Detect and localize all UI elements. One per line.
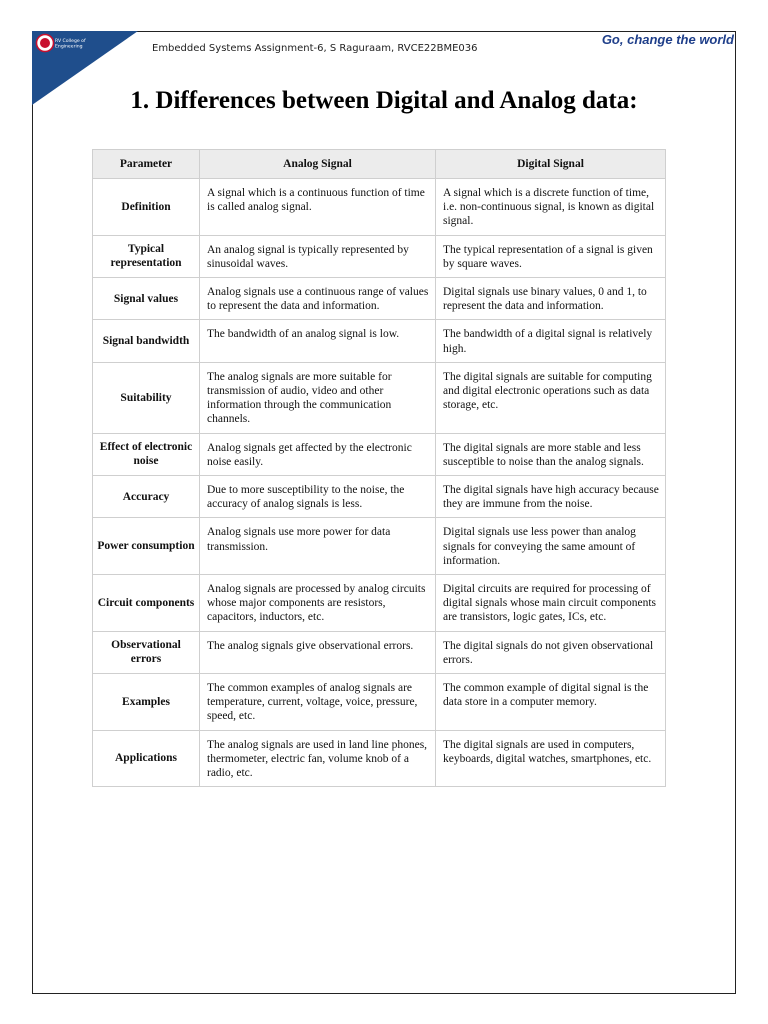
- table-row: [93, 362, 666, 433]
- analog-cell: The analog signals are more suitable for transmission of audio, video and other information through the communication channels.: [200, 362, 436, 433]
- parameter-cell: Circuit components: [93, 575, 200, 632]
- parameter-cell: Power consumption: [93, 518, 200, 575]
- parameter-cell: Typical representation: [93, 235, 200, 277]
- table-row: [93, 674, 666, 731]
- analog-cell: Analog signals are processed by analog circuits whose major components are resistors, capacitors, inductors, etc.: [200, 575, 436, 632]
- parameter-cell: Definition: [93, 179, 200, 236]
- college-logo: [35, 33, 93, 53]
- digital-cell: The digital signals are more stable and less susceptible to noise than the analog signals.: [436, 433, 666, 475]
- column-header-digital: Digital Signal: [436, 150, 666, 179]
- digital-cell: The digital signals have high accuracy because they are immune from the noise.: [436, 476, 666, 518]
- digital-cell: The typical representation of a signal is given by square waves.: [436, 235, 666, 277]
- table-row: [93, 730, 666, 787]
- parameter-cell: Effect of electronic noise: [93, 433, 200, 475]
- table-row: [93, 575, 666, 632]
- digital-cell: The digital signals are used in computers, keyboards, digital watches, smartphones, etc.: [436, 730, 666, 787]
- digital-cell: The digital signals are suitable for computing and digital electronic operations such as data storage, etc.: [436, 362, 666, 433]
- analog-cell: The bandwidth of an analog signal is low.: [200, 320, 436, 362]
- table-row: [93, 320, 666, 362]
- table-row: [93, 179, 666, 236]
- parameter-cell: Examples: [93, 674, 200, 731]
- parameter-cell: Observational errors: [93, 631, 200, 673]
- analog-cell: The analog signals are used in land line phones, thermometer, electric fan, volume knob of a radio, etc.: [200, 730, 436, 787]
- table-row: [93, 631, 666, 673]
- digital-cell: Digital signals use binary values, 0 and 1, to represent the data and information.: [436, 278, 666, 320]
- analog-cell: A signal which is a continuous function of time is called analog signal.: [200, 179, 436, 236]
- table-row: [93, 235, 666, 277]
- analog-cell: Analog signals use more power for data transmission.: [200, 518, 436, 575]
- analog-cell: The analog signals give observational errors.: [200, 631, 436, 673]
- table-header-row: [93, 150, 666, 179]
- table-row: [93, 278, 666, 320]
- column-header-analog: Analog Signal: [200, 150, 436, 179]
- digital-cell: Digital circuits are required for processing of digital signals whose main circuit components are transistors, logic gates, ICs, etc.: [436, 575, 666, 632]
- parameter-cell: Signal bandwidth: [93, 320, 200, 362]
- document-header: Embedded Systems Assignment-6, S Raguraam, RVCE22BME036: [152, 43, 478, 54]
- analog-cell: An analog signal is typically represented by sinusoidal waves.: [200, 235, 436, 277]
- digital-cell: The common example of digital signal is the data store in a computer memory.: [436, 674, 666, 731]
- parameter-cell: Signal values: [93, 278, 200, 320]
- parameter-cell: Suitability: [93, 362, 200, 433]
- svg-text:RV College of: RV College of: [55, 39, 86, 44]
- digital-cell: A signal which is a discrete function of time, i.e. non-continuous signal, is known as digital signal.: [436, 179, 666, 236]
- table-row: [93, 433, 666, 475]
- parameter-cell: Applications: [93, 730, 200, 787]
- digital-cell: The bandwidth of a digital signal is relatively high.: [436, 320, 666, 362]
- parameter-cell: Accuracy: [93, 476, 200, 518]
- analog-cell: The common examples of analog signals are temperature, current, voltage, voice, pressure, speed, etc.: [200, 674, 436, 731]
- page-title: 1. Differences between Digital and Analog data:: [130, 87, 638, 114]
- analog-cell: Analog signals use a continuous range of values to represent the data and information.: [200, 278, 436, 320]
- tagline: Go, change the world: [601, 32, 734, 47]
- table-row: [93, 518, 666, 575]
- analog-cell: Analog signals get affected by the electronic noise easily.: [200, 433, 436, 475]
- analog-cell: Due to more susceptibility to the noise, the accuracy of analog signals is less.: [200, 476, 436, 518]
- svg-text:Engineering: Engineering: [55, 44, 83, 50]
- digital-cell: Digital signals use less power than analog signals for conveying the same amount of information.: [436, 518, 666, 575]
- comparison-table: [92, 149, 666, 787]
- digital-cell: The digital signals do not given observational errors.: [436, 631, 666, 673]
- table-row: [93, 476, 666, 518]
- column-header-parameter: Parameter: [93, 150, 200, 179]
